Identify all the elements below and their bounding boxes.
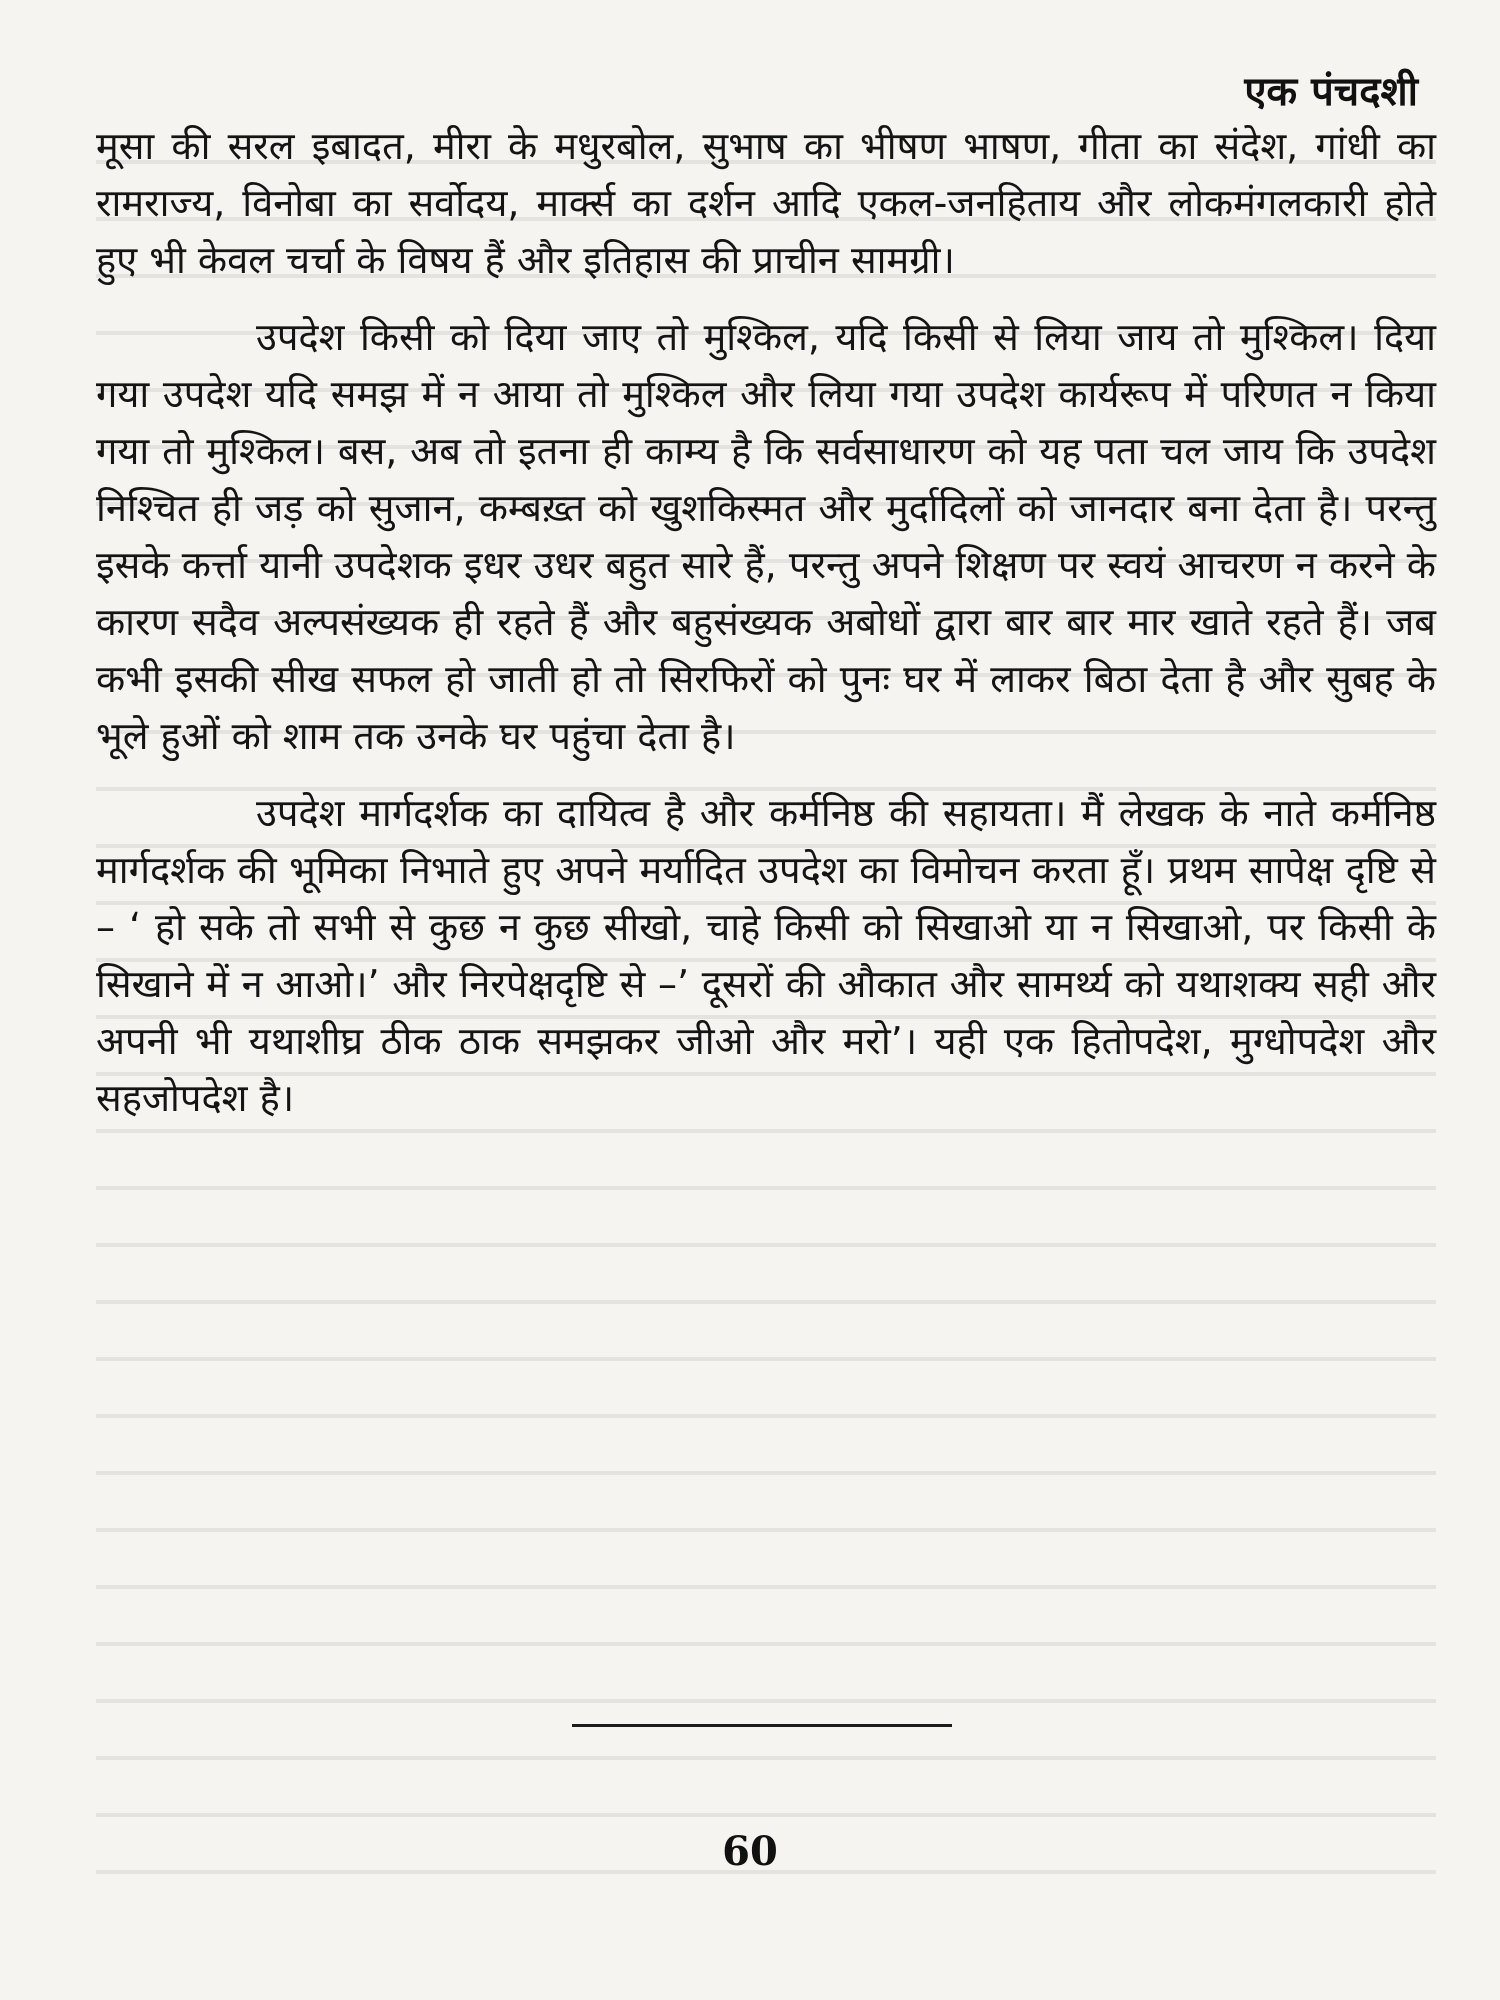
body-text — [96, 118, 1436, 1127]
page-number: 60 — [722, 1828, 778, 1875]
paragraph-3: उपदेश मार्गदर्शक का दायित्व है और कर्मनिष्ठ की सहायता। मैं लेखक के नाते कर्मनिष्ठ मार्गदर्शक की भूमिका निभाते हुए अपने मर्यादित उपदेश का विमोचन करता हूँ। प्रथम सापेक्ष दृष्टि से – ‘ हो सके तो सभी से कुछ न कुछ सीखो, चाहे किसी को सिखाओ या न सिखाओ, पर किसी के सिखाने में न आओ।’ और निरपेक्षदृष्टि से –’ दूसरों की औकात और सामर्थ्य को यथाशक्य सही और अपनी भी यथाशीघ्र ठीक ठाक समझकर जीओ और मरो’। यही एक हितोपदेश, मुग्धोपदेश और सहजोपदेश है। — [96, 791, 1436, 1120]
running-title: एक पंचदशी — [1244, 69, 1418, 115]
paragraph-1: मूसा की सरल इबादत, मीरा के मधुरबोल, सुभाष का भीषण भाषण, गीता का संदेश, गांधी का रामराज्य, विनोबा का सर्वोदय, मार्क्स का दर्शन आदि एकल-जनहिताय और लोकमंगलकारी होते हुए भी केवल चर्चा के विषय हैं और इतिहास की प्राचीन सामग्री। — [96, 124, 1436, 282]
section-divider-rule — [572, 1724, 952, 1727]
paragraph-2: उपदेश किसी को दिया जाए तो मुश्किल, यदि किसी से लिया जाय तो मुश्किल। दिया गया उपदेश यदि समझ में न आया तो मुश्किल और लिया गया उपदेश कार्यरूप में परिणत न किया गया तो मुश्किल। बस, अब तो इतना ही काम्य है कि सर्वसाधारण को यह पता चल जाय कि उपदेश निश्चित ही जड़ को सुजान, कम्बख़्त को खुशकिस्मत और मुर्दादिलों को जानदार बना देता है। परन्तु इसके कर्त्ता यानी उपदेशक इधर उधर बहुत सारे हैं, परन्तु अपने शिक्षण पर स्वयं आचरण न करने के कारण सदैव अल्पसंख्यक ही रहते हैं और बहुसंख्यक अबोधों द्वारा बार बार मार खाते रहते हैं। जब कभी इसकी सीख सफल हो जाती हो तो सिरफिरों को पुनः घर में लाकर बिठा देता है और सुबह के भूले हुओं को शाम तक उनके घर पहुंचा देता है। — [96, 315, 1436, 758]
